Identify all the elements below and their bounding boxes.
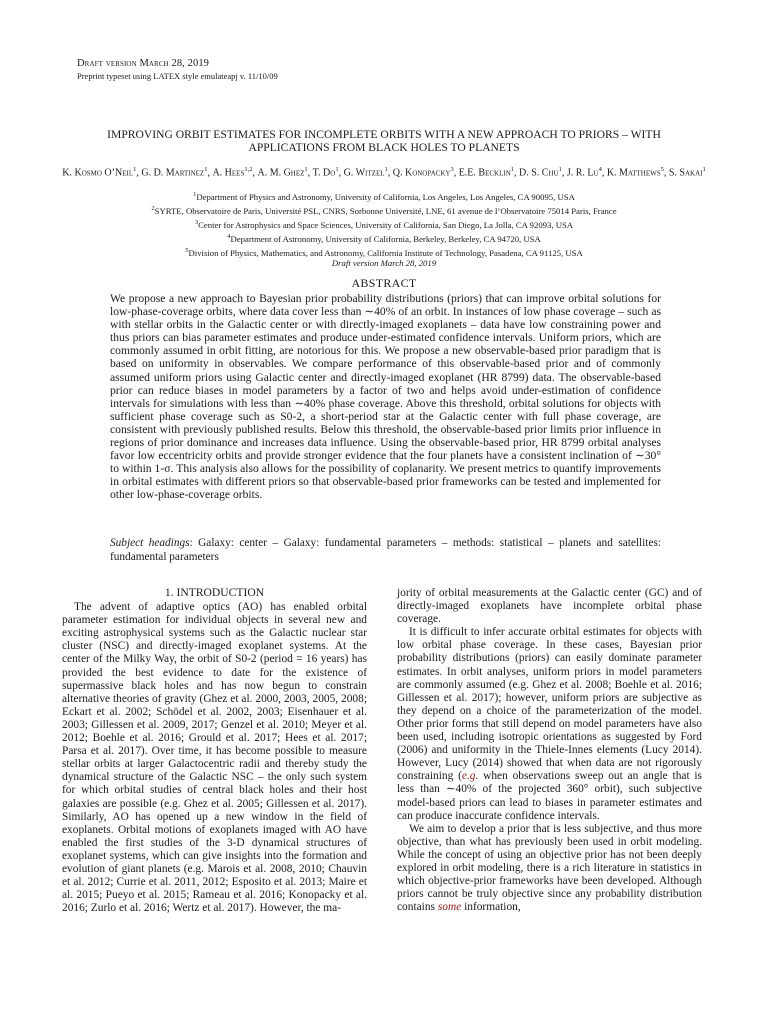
- section-heading-introduction: 1. INTRODUCTION: [164, 586, 265, 599]
- author-affiliation-mark: 1: [510, 166, 515, 173]
- paragraph: The advent of adaptive optics (AO) has enabled orbital parameter estimation for individual objects in several new and exciting astrophysical systems such as the Galactic nuclear star cluster (NSC) and directly-imaged exoplanet systems. At the center of the Milky Way, the orbit of S0-2 (period = 16 years) has provided the best evidence to date for the existence of supermassive black holes and has now begun to constrain alternative theories of gravity (Ghez et al. 2000, 2003, 2005, 2008; Eckart et al. 2002; Schödel et al. 2002, 2003; Eisenhauer et al. 2003; Gillessen et al. 2009, 2017; Genzel et al. 2010; Meyer et al. 2012; Boehle et al. 2016; Grould et al. 2017; Hees et al. 2017; Parsa et al. 2017). Over time, it has become possible to measure stellar orbits at larger Galactocentric radii and thereby study the dynamical structure of the Galactic NSC – the only such system for which orbital studies of central black holes and their host galaxies are possible (e.g. Ghez et al. 2005; Gillessen et al. 2017). Similarly, AO has opened up a new window in the field of exoplanets. Orbital motions of exoplanets imaged with AO have enabled the first studies of the 3-D dynamical structures of exoplanet systems, which can give insights into the formation and evolution of giant planets (e.g. Marois et al. 2008, 2010; Chauvin et al. 2012; Currie et al. 2011, 2012; Esposito et al. 2013; Maire et al. 2015; Pueyo et al. 2015; Rameau et al. 2016; Konopacky et al. 2016; Zurlo et al. 2016; Wertz et al. 2017). However, the ma-: [62, 601, 367, 915]
- author-name: Q. Konopacky: [392, 167, 451, 179]
- preprint-line: Preprint typeset using LATEX style emulateapj v. 11/10/09: [77, 71, 278, 81]
- subject-headings: [110, 536, 661, 564]
- paper-title: IMPROVING ORBIT ESTIMATES FOR INCOMPLETE ORBITS WITH A NEW APPROACH TO PRIORS – WITH APPLICATIONS FROM BLACK HOLES TO PLANETS: [107, 128, 661, 154]
- author-name: E.E. Becklin: [458, 167, 511, 179]
- author-name: G. Witzel: [343, 167, 385, 179]
- author-affiliation-mark: 5: [660, 166, 664, 173]
- author-name: A. M. Ghez: [257, 167, 305, 179]
- author-name: K. Kosmo O’Neil: [62, 167, 134, 179]
- draft-date: Draft version March 28, 2019: [331, 258, 437, 269]
- affiliation-list: [90, 189, 678, 269]
- author-affiliation-mark: 1: [335, 166, 339, 173]
- author-affiliation-mark: 1: [133, 166, 137, 173]
- affiliation: $^5$Division of Physics, Mathematics, and Astronomy, California Institute of Technology, Pasadena, CA 91125, USA: [185, 246, 583, 258]
- left-column: [62, 586, 367, 915]
- author-name: S. Sakai: [668, 167, 703, 179]
- author-affiliation-mark: 3: [450, 166, 454, 173]
- subject-headings-label: Subject headings: [110, 537, 190, 549]
- abstract-text: We propose a new approach to Bayesian prior probability distributions (priors) that can improve orbital solutions for low-phase-coverage orbits, where data cover less than ∼40% of an orbit. In instances of low phase coverage – such as with stellar orbits in the Galactic center or with directly-imaged exoplanets – data have low constraining power and thus priors can bias parameter estimates and produce under-estimated confidence intervals. Uniform priors, which are commonly assumed in orbit fitting, are notorious for this. We propose a new observable-based prior paradigm that is based on uniformity in observables. We compare performance of this observable-based prior and of commonly assumed uniform priors using Galactic center and directly-imaged exoplanet (HR 8799) data. The observable-based prior can reduce biases in model parameters by a factor of two and helps avoid under-estimation of confidence intervals for simulations with less than ∼40% phase coverage. Above this threshold, orbital solutions for objects with sufficient phase coverage such as S0-2, a short-period star at the Galactic center with full phase coverage, are consistent with previously published results. Below this threshold, the observable-based prior limits prior influence in regions of prior dominance and increases data influence. Using the observable-based prior, HR 8799 orbital analyses favor low eccentricity orbits and provide stronger evidence that the four planets have a consistent inclination of ∼30° to within 1-σ. This analysis also allows for the possibility of coplanarity. We present metrics to quantify improvements in orbital estimates with different priors so that observable-based prior frameworks can be tested and implemented for other low-phase-coverage orbits.: [110, 292, 661, 502]
- paragraph: jority of orbital measurements at the Galactic center (GC) and of directly-imaged exoplanets have incomplete orbital phase coverage.: [397, 587, 702, 626]
- draft-version-line: Draft version March 28, 2019: [77, 58, 210, 69]
- abstract-heading: ABSTRACT: [351, 276, 417, 290]
- author-name: G. D. Martinez: [141, 167, 205, 179]
- author-name: D. S. Chu: [519, 167, 559, 179]
- affiliation: $^3$Center for Astrophysics and Space Sciences, University of California, San Diego, La Jolla, CA 92093, USA: [194, 218, 574, 230]
- author-affiliation-mark: 1: [558, 166, 562, 173]
- author-name: A. Hees: [212, 167, 245, 179]
- author-name: T. Do: [312, 167, 336, 179]
- affiliation: $^1$Department of Physics and Astronomy, University of California, Los Angeles, Los Angeles, CA 90095, USA: [193, 191, 575, 202]
- affiliation: $^2$SYRTE, Observatoire de Paris, Université PSL, CNRS, Sorbonne Université, LNE, 61 avenue de l’Observatoire 75014 Paris, France: [151, 204, 617, 216]
- subject-headings-text: : Galaxy: center – Galaxy: fundamental parameters – methods: statistical – planets and satellites: fundamental parameters: [110, 537, 661, 563]
- author-affiliation-mark: 1: [304, 166, 308, 173]
- author-name: J. R. Lu: [566, 167, 599, 179]
- affiliation: $^4$Department of Astronomy, University of California, Berkeley, Berkeley, CA 94720, USA: [227, 232, 541, 244]
- right-column: [397, 587, 702, 914]
- paragraph: We aim to develop a prior that is less subjective, and thus more objective, than what has previously been used in orbit modeling. While the concept of using an objective prior has not been deeply explored in orbit modeling, there is a rich literature in statistics in which objective-prior frameworks have been developed. Although priors cannot be truly objective since any probability distribution contains some information,: [397, 822, 702, 914]
- author-affiliation-mark: 1: [384, 166, 388, 173]
- paragraph: It is difficult to infer accurate orbital estimates for objects with low orbital phase coverage. In these cases, Bayesian prior probability distributions (priors) can easily dominate parameter estimates. In orbit analyses, uniform priors in model parameters are commonly assumed (e.g. Ghez et al. 2008; Boehle et al. 2016; Gillessen et al. 2017); however, uniform priors are subjective as they depend on a choice of the parameterization of the model. Other prior forms that still depend on model parameters have also been used, including isotropic orientations as suggested by Ford (2006) and uniformity in the Thiele-Innes elements (Lucy 2014). However, Lucy (2014) showed that when data are not rigorously constraining (e.g. when observations sweep out an angle that is less than ∼40% of the projected 360° orbit), such subjective model-based priors can lead to biases in parameter estimates and can produce inaccurate confidence intervals.: [397, 626, 702, 822]
- author-affiliation-mark: 1,2: [244, 166, 253, 173]
- author-affiliation-mark: 1: [702, 166, 706, 173]
- author-name: K. Matthews: [606, 167, 661, 179]
- author-affiliation-mark: 4: [598, 166, 602, 173]
- author-list: K. Kosmo O’Neil$^1$, G. D. Martinez$^1$, A. Hees$^{1,2}$, A. M. Ghez$^1$, T. Do$^1$, G. Witzel$^1$, Q. Konopacky$^3$, E.E. Becklin$^1$, D. S. Chu$^1$, J. R. Lu$^4$, K. Matthews$^5$, S. Sakai$^1$: [62, 166, 706, 179]
- author-affiliation-mark: 1: [204, 166, 208, 173]
